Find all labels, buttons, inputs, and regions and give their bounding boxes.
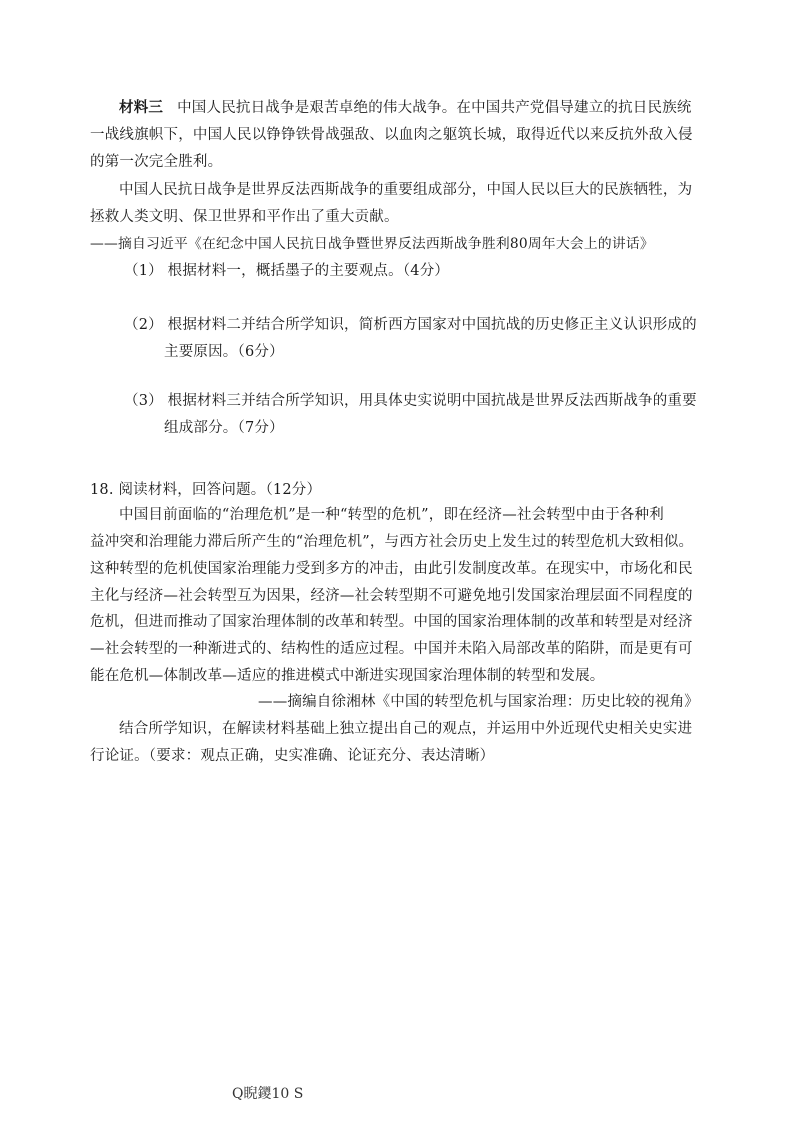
material3-source: ——摘自习近平《在纪念中国人民抗日战争暨世界反法西斯战争胜利80周年大会上的讲话》: [90, 236, 654, 252]
q17-sub3-line2: 组成部分。（7分）: [164, 420, 284, 436]
q17-sub2-line1: （2） 根据材料二并结合所学知识，简析西方国家对中国抗战的历史修正主义认识形成的: [124, 317, 697, 333]
q18-para-line1: 中国目前面临的“治理危机”是一种“转型的危机”，即在经济—社会转型中由于各种利: [119, 507, 664, 523]
material3-line3: 的第一次完全胜利。: [90, 154, 223, 170]
q18-source: ——摘编自徐湘林《中国的转型危机与国家治理：历史比较的视角》: [258, 694, 699, 710]
page-footer: Q睨鑁10 S: [232, 1086, 304, 1102]
q18-para-line5: 危机，但进而推动了国家治理体制的改革和转型。中国的国家治理体制的改革和转型是对经济: [90, 614, 693, 630]
material3-line2: 一战线旗帜下，中国人民以铮铮铁骨战强敌、以血肉之躯筑长城，取得近代以来反抗外敌入侵: [90, 127, 693, 143]
material3-line1: [119, 98, 692, 118]
q18-para-line2: 益冲突和治理能力滞后所产生的“治理危机”，与西方社会历史上发生过的转型危机大致相似。: [90, 534, 694, 550]
material3-line4: 中国人民抗日战争是世界反法西斯战争的重要组成部分，中国人民以巨大的民族牺牲，为: [119, 182, 693, 198]
q18-para-line3: 这种转型的危机使国家治理能力受到多方的冲击，由此引发制度改革。在现实中，市场化和民: [90, 561, 693, 577]
q18-task-line2: 行论证。（要求：观点正确，史实准确、论证充分、表达清晰）: [90, 748, 495, 764]
material3-line5: 拯救人类文明、保卫世界和平作出了重大贡献。: [90, 209, 399, 225]
q18-para-line7: 能在危机—体制改革—适应的推进模式中渐进实现国家治理体制的转型和发展。: [90, 668, 605, 684]
q18-para-line4: 主化与经济—社会转型互为因果，经济—社会转型期不可避免地引发国家治理层面不同程度的: [90, 588, 693, 604]
q18-para-line6: —社会转型的一种渐进式的、结构性的适应过程。中国并未陷入局部改革的陷阱，而是更有可: [90, 641, 693, 657]
q17-sub3-line1: （3） 根据材料三并结合所学知识，用具体史实说明中国抗战是世界反法西斯战争的重要: [124, 393, 697, 409]
q17-sub2-line2: 主要原因。（6分）: [164, 344, 284, 360]
material3-label: 材料三: [119, 99, 164, 116]
material3-text-1: 中国人民抗日战争是艰苦卓绝的伟大战争。在中国共产党倡导建立的抗日民族统: [177, 100, 692, 116]
q18-task-line1: 结合所学知识，在解读材料基础上独立提出自己的观点，并运用中外近现代史相关史实进: [119, 721, 693, 737]
q17-sub1: （1） 根据材料一，概括墨子的主要观点。（4分）: [124, 263, 450, 279]
q18-heading: 18. 阅读材料，回答问题。（12分）: [90, 482, 322, 498]
